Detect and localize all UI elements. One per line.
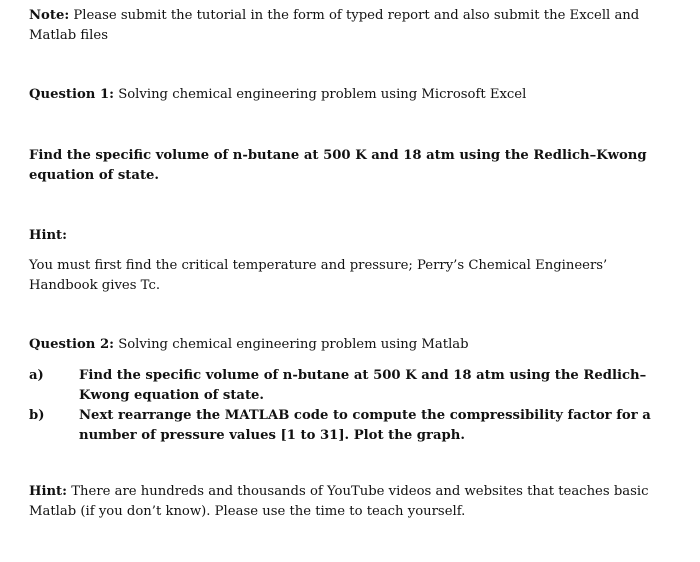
note-text: Please submit the tutorial in the form of typed report and also submit the Excell and Matlab files [29, 8, 640, 43]
question-1-task-text: Find the specific volume of n-butane at 500 K and 18 atm using the Redlich–Kwong equation of state. [29, 148, 647, 183]
hint-2-label: Hint: [29, 484, 68, 499]
question-2-text: Solving chemical engineering problem using Matlab [114, 337, 469, 352]
hint-2-text: There are hundreds and thousands of YouTube videos and websites that teaches basic Matlab (if you don’t know). Please use the time to teach yourself. [29, 484, 649, 519]
list-item [29, 366, 669, 406]
list-marker: a) [29, 368, 44, 383]
submission-note [29, 6, 669, 46]
list-marker: b) [29, 408, 45, 423]
list-item [29, 406, 669, 446]
question-1-heading [29, 85, 669, 105]
question-2-label: Question 2: [29, 337, 115, 352]
list-item-text: Next rearrange the MATLAB code to compute the compressibility factor for a number of pressure values [1 to 31]. Plot the graph. [79, 408, 651, 443]
list-item-text: Find the specific volume of n-butane at 500 K and 18 atm using the Redlich–Kwong equation of state. [79, 368, 647, 403]
hint-1-title-text: Hint: [29, 228, 68, 243]
question-1-text: Solving chemical engineering problem using Microsoft Excel [114, 87, 527, 102]
question-2-list [29, 366, 669, 446]
hint-2 [29, 482, 669, 522]
note-label: Note: [29, 8, 70, 23]
question-1-task [29, 146, 669, 186]
hint-1-text: You must first find the critical temperature and pressure; Perry’s Chemical Engineers’ Handbook gives Tc. [29, 258, 608, 293]
hint-1-title [29, 226, 669, 246]
question-2-heading [29, 335, 669, 355]
question-1-label: Question 1: [29, 87, 115, 102]
